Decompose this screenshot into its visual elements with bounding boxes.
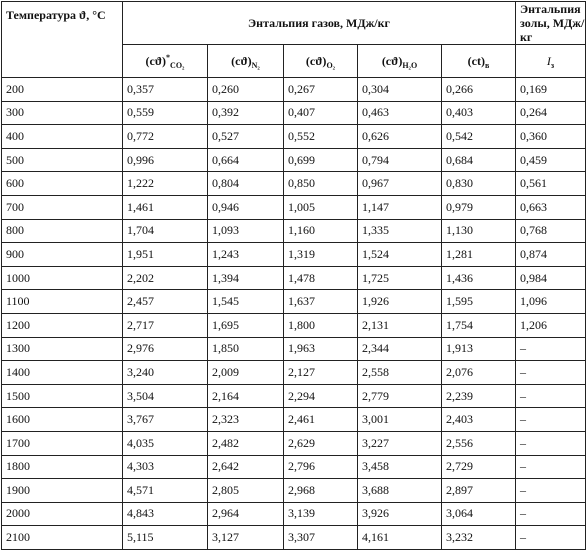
- cell-air: 2,239: [442, 384, 516, 408]
- col-header-ash: [516, 45, 586, 78]
- table-row: [2, 408, 586, 432]
- cell-temperature: 1200: [2, 313, 123, 337]
- cell-h2o: 1,926: [358, 290, 442, 314]
- cell-h2o: 3,688: [358, 479, 442, 503]
- col-header-h2o: [358, 45, 442, 78]
- table-row: [2, 148, 586, 172]
- cell-co2: 5,115: [123, 526, 208, 550]
- cell-co2: 1,222: [123, 172, 208, 196]
- cell-co2: 3,767: [123, 408, 208, 432]
- cell-co2: 4,035: [123, 431, 208, 455]
- cell-ash: 0,264: [516, 101, 586, 125]
- cell-n2: 1,850: [208, 337, 284, 361]
- cell-o2: 0,699: [284, 148, 358, 172]
- cell-o2: 1,800: [284, 313, 358, 337]
- cell-temperature: 1000: [2, 266, 123, 290]
- cell-h2o: 3,227: [358, 431, 442, 455]
- cell-temperature: 1300: [2, 337, 123, 361]
- cell-h2o: 1,335: [358, 219, 442, 243]
- cell-air: 1,913: [442, 337, 516, 361]
- table-row: [2, 313, 586, 337]
- col-header-co2-base: (cϑ): [145, 53, 167, 68]
- cell-ash: 1,206: [516, 313, 586, 337]
- cell-n2: 1,695: [208, 313, 284, 337]
- cell-ash: –: [516, 431, 586, 455]
- cell-co2: 3,504: [123, 384, 208, 408]
- cell-h2o: 2,779: [358, 384, 442, 408]
- cell-n2: 0,392: [208, 101, 284, 125]
- cell-o2: 1,478: [284, 266, 358, 290]
- cell-air: 2,076: [442, 361, 516, 385]
- cell-temperature: 1400: [2, 361, 123, 385]
- table-row: [2, 431, 586, 455]
- table-body: [2, 78, 586, 550]
- cell-n2: 1,243: [208, 243, 284, 267]
- col-header-ash-symbol: I: [546, 53, 551, 68]
- cell-n2: 2,642: [208, 455, 284, 479]
- cell-air: 1,595: [442, 290, 516, 314]
- cell-temperature: 1800: [2, 455, 123, 479]
- cell-air: 3,064: [442, 502, 516, 526]
- cell-ash: 0,663: [516, 195, 586, 219]
- cell-air: 0,403: [442, 101, 516, 125]
- cell-h2o: 1,147: [358, 195, 442, 219]
- cell-o2: 2,461: [284, 408, 358, 432]
- cell-o2: 1,319: [284, 243, 358, 267]
- col-header-n2-base: (cϑ): [231, 53, 252, 68]
- cell-o2: 2,796: [284, 455, 358, 479]
- cell-n2: 2,482: [208, 431, 284, 455]
- cell-o2: 1,963: [284, 337, 358, 361]
- col-header-air-base: (ct): [467, 53, 485, 68]
- cell-temperature: 700: [2, 195, 123, 219]
- cell-n2: 2,964: [208, 502, 284, 526]
- cell-o2: 0,850: [284, 172, 358, 196]
- cell-h2o: 4,161: [358, 526, 442, 550]
- cell-co2: 0,996: [123, 148, 208, 172]
- cell-o2: 3,307: [284, 526, 358, 550]
- cell-h2o: 0,967: [358, 172, 442, 196]
- cell-n2: 2,009: [208, 361, 284, 385]
- table-row: [2, 479, 586, 503]
- cell-temperature: 500: [2, 148, 123, 172]
- table-row: [2, 502, 586, 526]
- cell-temperature: 300: [2, 101, 123, 125]
- cell-ash: –: [516, 479, 586, 503]
- cell-temperature: 600: [2, 172, 123, 196]
- cell-air: 1,436: [442, 266, 516, 290]
- cell-o2: 1,637: [284, 290, 358, 314]
- col-header-ash-sub: з: [550, 60, 555, 70]
- table-row: [2, 101, 586, 125]
- cell-n2: 0,804: [208, 172, 284, 196]
- cell-n2: 0,527: [208, 125, 284, 149]
- cell-air: 1,130: [442, 219, 516, 243]
- col-header-n2: [208, 45, 284, 78]
- cell-h2o: 0,463: [358, 101, 442, 125]
- col-header-h2o-base: (cϑ): [381, 53, 403, 68]
- cell-co2: 2,457: [123, 290, 208, 314]
- cell-air: 1,754: [442, 313, 516, 337]
- cell-h2o: 2,558: [358, 361, 442, 385]
- cell-air: 0,266: [442, 78, 516, 102]
- cell-temperature: 800: [2, 219, 123, 243]
- ash-enthalpy-header: Энтальпия золы, МДж/кг: [516, 2, 586, 45]
- cell-temperature: 1700: [2, 431, 123, 455]
- cell-co2: 3,240: [123, 361, 208, 385]
- cell-air: 0,830: [442, 172, 516, 196]
- cell-air: 2,556: [442, 431, 516, 455]
- col-header-co2: [123, 45, 208, 78]
- cell-co2: 0,357: [123, 78, 208, 102]
- col-header-o2-sub: O₂: [326, 60, 336, 70]
- table-row: [2, 266, 586, 290]
- cell-o2: 0,407: [284, 101, 358, 125]
- temperature-header: Температура ϑ, °С: [2, 2, 123, 78]
- cell-ash: –: [516, 455, 586, 479]
- cell-ash: 0,984: [516, 266, 586, 290]
- cell-n2: 3,127: [208, 526, 284, 550]
- cell-o2: 0,267: [284, 78, 358, 102]
- col-header-n2-sub: N₂: [251, 60, 260, 70]
- cell-ash: –: [516, 408, 586, 432]
- cell-air: 0,979: [442, 195, 516, 219]
- cell-h2o: 1,524: [358, 243, 442, 267]
- cell-h2o: 3,926: [358, 502, 442, 526]
- cell-temperature: 900: [2, 243, 123, 267]
- cell-h2o: 0,626: [358, 125, 442, 149]
- cell-ash: 0,561: [516, 172, 586, 196]
- col-header-o2-base: (cϑ): [305, 53, 327, 68]
- cell-ash: 0,768: [516, 219, 586, 243]
- table-row: [2, 361, 586, 385]
- cell-n2: 2,164: [208, 384, 284, 408]
- cell-co2: 4,571: [123, 479, 208, 503]
- cell-temperature: 2000: [2, 502, 123, 526]
- cell-co2: 0,559: [123, 101, 208, 125]
- cell-h2o: 0,794: [358, 148, 442, 172]
- table-row: [2, 337, 586, 361]
- table-row: [2, 290, 586, 314]
- col-header-h2o-sub: H₂O: [402, 60, 418, 70]
- cell-co2: 1,704: [123, 219, 208, 243]
- cell-air: 0,542: [442, 125, 516, 149]
- cell-n2: 1,394: [208, 266, 284, 290]
- cell-h2o: 1,725: [358, 266, 442, 290]
- cell-ash: –: [516, 502, 586, 526]
- cell-temperature: 2100: [2, 526, 123, 550]
- cell-o2: 2,127: [284, 361, 358, 385]
- cell-ash: –: [516, 526, 586, 550]
- cell-o2: 1,005: [284, 195, 358, 219]
- col-header-air-sub: в: [485, 60, 490, 70]
- cell-co2: 4,303: [123, 455, 208, 479]
- table-row: [2, 384, 586, 408]
- cell-air: 0,684: [442, 148, 516, 172]
- cell-air: 2,729: [442, 455, 516, 479]
- col-header-o2: [284, 45, 358, 78]
- cell-o2: 3,139: [284, 502, 358, 526]
- col-header-co2-sub: CO₂: [170, 60, 185, 70]
- cell-co2: 2,202: [123, 266, 208, 290]
- cell-ash: –: [516, 361, 586, 385]
- cell-temperature: 1100: [2, 290, 123, 314]
- table-row: [2, 455, 586, 479]
- cell-n2: 2,805: [208, 479, 284, 503]
- cell-temperature: 1900: [2, 479, 123, 503]
- cell-co2: 2,976: [123, 337, 208, 361]
- cell-o2: 2,968: [284, 479, 358, 503]
- cell-ash: –: [516, 384, 586, 408]
- cell-n2: 0,664: [208, 148, 284, 172]
- cell-h2o: 2,131: [358, 313, 442, 337]
- cell-ash: 0,459: [516, 148, 586, 172]
- cell-ash: –: [516, 337, 586, 361]
- cell-h2o: 2,344: [358, 337, 442, 361]
- cell-o2: 0,552: [284, 125, 358, 149]
- cell-o2: 2,629: [284, 431, 358, 455]
- gas-enthalpy-header: Энтальпия газов, МДж/кг: [123, 2, 516, 45]
- cell-ash: 0,169: [516, 78, 586, 102]
- col-header-air: [442, 45, 516, 78]
- cell-n2: 1,093: [208, 219, 284, 243]
- cell-co2: 1,951: [123, 243, 208, 267]
- cell-h2o: 0,304: [358, 78, 442, 102]
- cell-o2: 1,160: [284, 219, 358, 243]
- cell-air: 3,232: [442, 526, 516, 550]
- table-row: [2, 125, 586, 149]
- cell-air: 2,403: [442, 408, 516, 432]
- cell-h2o: 3,001: [358, 408, 442, 432]
- cell-air: 2,897: [442, 479, 516, 503]
- table-row: [2, 526, 586, 550]
- cell-co2: 4,843: [123, 502, 208, 526]
- cell-n2: 0,260: [208, 78, 284, 102]
- cell-ash: 0,874: [516, 243, 586, 267]
- cell-temperature: 1600: [2, 408, 123, 432]
- cell-n2: 2,323: [208, 408, 284, 432]
- cell-air: 1,281: [442, 243, 516, 267]
- cell-co2: 0,772: [123, 125, 208, 149]
- cell-temperature: 1500: [2, 384, 123, 408]
- enthalpy-table: [1, 1, 586, 550]
- table-row: [2, 172, 586, 196]
- cell-n2: 1,545: [208, 290, 284, 314]
- col-header-co2-sup: *: [166, 52, 171, 62]
- cell-h2o: 3,458: [358, 455, 442, 479]
- table-row: [2, 219, 586, 243]
- cell-temperature: 200: [2, 78, 123, 102]
- table-row: [2, 243, 586, 267]
- cell-o2: 2,294: [284, 384, 358, 408]
- table-row: [2, 195, 586, 219]
- cell-temperature: 400: [2, 125, 123, 149]
- table-row: [2, 78, 586, 102]
- cell-co2: 2,717: [123, 313, 208, 337]
- cell-co2: 1,461: [123, 195, 208, 219]
- cell-n2: 0,946: [208, 195, 284, 219]
- cell-ash: 1,096: [516, 290, 586, 314]
- cell-ash: 0,360: [516, 125, 586, 149]
